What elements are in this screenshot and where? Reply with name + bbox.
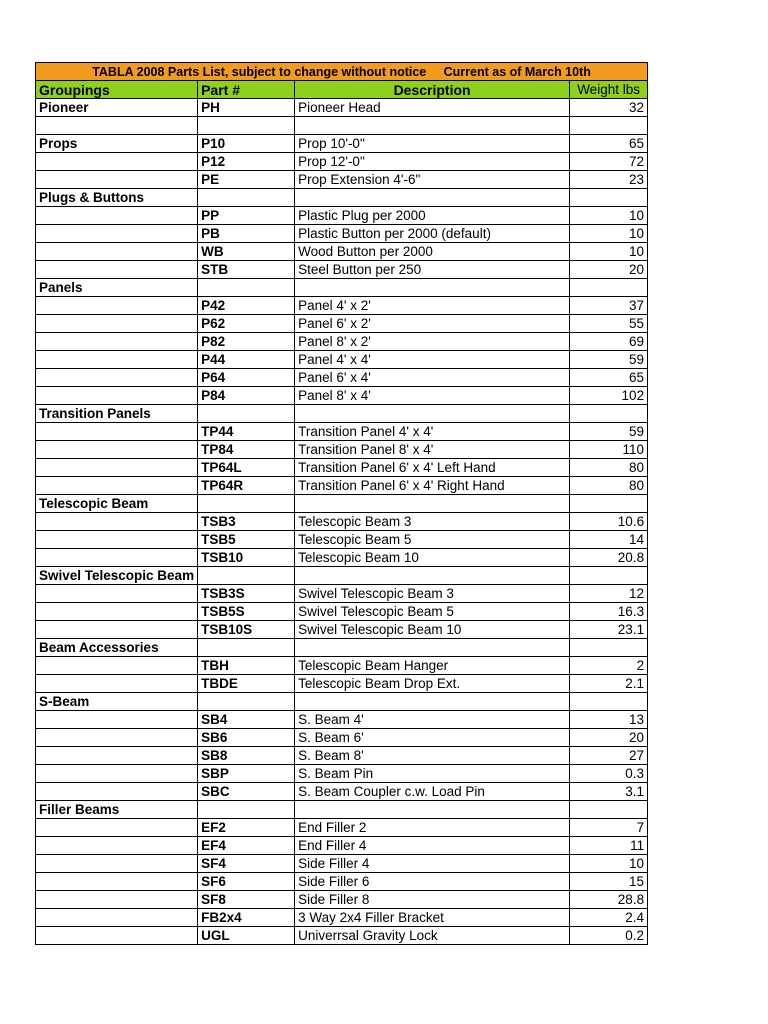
weight-cell: 65	[570, 135, 648, 153]
description-cell: Telescopic Beam 5	[295, 531, 570, 549]
part-number-cell: P12	[198, 153, 295, 171]
grouping-cell	[36, 351, 198, 369]
weight-cell: 20	[570, 729, 648, 747]
description-cell: Prop 10'-0"	[295, 135, 570, 153]
weight-cell: 16.3	[570, 603, 648, 621]
part-number-cell	[198, 567, 295, 585]
grouping-cell: Filler Beams	[36, 801, 198, 819]
table-row	[36, 855, 648, 873]
weight-cell: 65	[570, 369, 648, 387]
weight-cell: 14	[570, 531, 648, 549]
description-cell: Prop 12'-0"	[295, 153, 570, 171]
weight-cell: 15	[570, 873, 648, 891]
table-row	[36, 99, 648, 117]
weight-cell: 10	[570, 207, 648, 225]
table-row	[36, 441, 648, 459]
sheet-title: TABLA 2008 Parts List, subject to change without notice Current as of March 10th	[36, 63, 648, 81]
grouping-cell	[36, 819, 198, 837]
description-cell: Swivel Telescopic Beam 3	[295, 585, 570, 603]
description-cell: S. Beam 4'	[295, 711, 570, 729]
grouping-cell	[36, 891, 198, 909]
description-cell	[295, 117, 570, 135]
table-row	[36, 783, 648, 801]
weight-cell: 13	[570, 711, 648, 729]
weight-cell: 28.8	[570, 891, 648, 909]
part-number-cell	[198, 189, 295, 207]
table-row	[36, 657, 648, 675]
table-row	[36, 549, 648, 567]
part-number-cell: WB	[198, 243, 295, 261]
weight-cell: 59	[570, 351, 648, 369]
weight-cell: 102	[570, 387, 648, 405]
grouping-cell: Swivel Telescopic Beam	[36, 567, 198, 585]
description-cell: Univerrsal Gravity Lock	[295, 927, 570, 945]
grouping-cell	[36, 225, 198, 243]
table-row	[36, 675, 648, 693]
part-number-cell: PH	[198, 99, 295, 117]
description-cell: Side Filler 4	[295, 855, 570, 873]
table-row	[36, 819, 648, 837]
part-number-cell: FB2x4	[198, 909, 295, 927]
description-cell: Panel 4' x 2'	[295, 297, 570, 315]
weight-cell: 32	[570, 99, 648, 117]
weight-cell	[570, 495, 648, 513]
grouping-cell	[36, 585, 198, 603]
header-part-number: Part #	[198, 81, 295, 99]
grouping-cell	[36, 675, 198, 693]
weight-cell: 27	[570, 747, 648, 765]
part-number-cell: TBDE	[198, 675, 295, 693]
description-cell: Transition Panel 6' x 4' Left Hand	[295, 459, 570, 477]
table-row	[36, 351, 648, 369]
grouping-cell: Panels	[36, 279, 198, 297]
weight-cell: 20	[570, 261, 648, 279]
weight-cell	[570, 567, 648, 585]
part-number-cell: TBH	[198, 657, 295, 675]
description-cell	[295, 495, 570, 513]
parts-list-table	[35, 62, 648, 945]
grouping-cell: Transition Panels	[36, 405, 198, 423]
description-cell: Telescopic Beam 3	[295, 513, 570, 531]
weight-cell: 80	[570, 477, 648, 495]
grouping-cell: Pioneer	[36, 99, 198, 117]
table-row	[36, 765, 648, 783]
description-cell: Plastic Plug per 2000	[295, 207, 570, 225]
grouping-cell: Props	[36, 135, 198, 153]
description-cell	[295, 189, 570, 207]
grouping-cell	[36, 657, 198, 675]
part-number-cell: SF8	[198, 891, 295, 909]
part-number-cell: P64	[198, 369, 295, 387]
table-row	[36, 153, 648, 171]
part-number-cell: TP44	[198, 423, 295, 441]
weight-cell: 2.4	[570, 909, 648, 927]
weight-cell: 72	[570, 153, 648, 171]
grouping-cell	[36, 207, 198, 225]
weight-cell: 10.6	[570, 513, 648, 531]
description-cell: Swivel Telescopic Beam 10	[295, 621, 570, 639]
part-number-cell: SF4	[198, 855, 295, 873]
description-cell	[295, 801, 570, 819]
part-number-cell: TP64R	[198, 477, 295, 495]
grouping-cell	[36, 171, 198, 189]
part-number-cell: TSB10	[198, 549, 295, 567]
table-row	[36, 495, 648, 513]
table-row	[36, 171, 648, 189]
table-row	[36, 117, 648, 135]
grouping-cell	[36, 243, 198, 261]
weight-cell	[570, 189, 648, 207]
header-groupings: Groupings	[36, 81, 198, 99]
description-cell: Pioneer Head	[295, 99, 570, 117]
description-cell: S. Beam Coupler c.w. Load Pin	[295, 783, 570, 801]
header-row	[36, 81, 648, 99]
weight-cell: 10	[570, 855, 648, 873]
description-cell	[295, 279, 570, 297]
table-row	[36, 189, 648, 207]
description-cell: Telescopic Beam Hanger	[295, 657, 570, 675]
header-description: Description	[295, 81, 570, 99]
description-cell: Telescopic Beam Drop Ext.	[295, 675, 570, 693]
table-row	[36, 261, 648, 279]
grouping-cell	[36, 513, 198, 531]
part-number-cell: TSB3	[198, 513, 295, 531]
description-cell: Steel Button per 250	[295, 261, 570, 279]
grouping-cell	[36, 729, 198, 747]
table-row	[36, 621, 648, 639]
table-row	[36, 801, 648, 819]
part-number-cell	[198, 117, 295, 135]
grouping-cell	[36, 909, 198, 927]
grouping-cell	[36, 549, 198, 567]
table-row	[36, 405, 648, 423]
table-row	[36, 909, 648, 927]
part-number-cell: TP84	[198, 441, 295, 459]
description-cell: Plastic Button per 2000 (default)	[295, 225, 570, 243]
part-number-cell: P42	[198, 297, 295, 315]
table-row	[36, 477, 648, 495]
table-row	[36, 747, 648, 765]
header-weight: Weight lbs	[570, 81, 648, 99]
weight-cell: 3.1	[570, 783, 648, 801]
grouping-cell	[36, 441, 198, 459]
part-number-cell	[198, 495, 295, 513]
description-cell	[295, 693, 570, 711]
part-number-cell: UGL	[198, 927, 295, 945]
weight-cell: 80	[570, 459, 648, 477]
grouping-cell	[36, 315, 198, 333]
table-row	[36, 279, 648, 297]
grouping-cell	[36, 873, 198, 891]
description-cell: Prop Extension 4'-6"	[295, 171, 570, 189]
part-number-cell	[198, 693, 295, 711]
description-cell: Panel 8' x 4'	[295, 387, 570, 405]
part-number-cell: EF2	[198, 819, 295, 837]
part-number-cell: TSB5S	[198, 603, 295, 621]
grouping-cell	[36, 927, 198, 945]
parts-rows	[36, 99, 648, 945]
weight-cell	[570, 639, 648, 657]
weight-cell: 0.2	[570, 927, 648, 945]
part-number-cell: SBP	[198, 765, 295, 783]
part-number-cell: P10	[198, 135, 295, 153]
table-row	[36, 369, 648, 387]
table-row	[36, 333, 648, 351]
weight-cell	[570, 117, 648, 135]
weight-cell: 110	[570, 441, 648, 459]
part-number-cell: STB	[198, 261, 295, 279]
part-number-cell	[198, 801, 295, 819]
grouping-cell: Beam Accessories	[36, 639, 198, 657]
weight-cell: 59	[570, 423, 648, 441]
grouping-cell	[36, 387, 198, 405]
table-row	[36, 567, 648, 585]
grouping-cell	[36, 261, 198, 279]
part-number-cell	[198, 639, 295, 657]
grouping-cell	[36, 747, 198, 765]
weight-cell: 37	[570, 297, 648, 315]
description-cell: End Filler 4	[295, 837, 570, 855]
grouping-cell	[36, 423, 198, 441]
part-number-cell: P44	[198, 351, 295, 369]
description-cell: Transition Panel 4' x 4'	[295, 423, 570, 441]
grouping-cell: Plugs & Buttons	[36, 189, 198, 207]
table-row	[36, 639, 648, 657]
table-row	[36, 459, 648, 477]
description-cell: S. Beam Pin	[295, 765, 570, 783]
table-row	[36, 297, 648, 315]
weight-cell	[570, 279, 648, 297]
description-cell: 3 Way 2x4 Filler Bracket	[295, 909, 570, 927]
grouping-cell	[36, 621, 198, 639]
grouping-cell	[36, 333, 198, 351]
grouping-cell: S-Beam	[36, 693, 198, 711]
table-row	[36, 531, 648, 549]
weight-cell: 23	[570, 171, 648, 189]
description-cell: Telescopic Beam 10	[295, 549, 570, 567]
description-cell: Side Filler 6	[295, 873, 570, 891]
description-cell: S. Beam 8'	[295, 747, 570, 765]
title-row	[36, 63, 648, 81]
grouping-cell: Telescopic Beam	[36, 495, 198, 513]
weight-cell: 0.3	[570, 765, 648, 783]
table-row	[36, 513, 648, 531]
weight-cell: 20.8	[570, 549, 648, 567]
description-cell: Panel 6' x 4'	[295, 369, 570, 387]
grouping-cell	[36, 711, 198, 729]
weight-cell: 2.1	[570, 675, 648, 693]
grouping-cell	[36, 477, 198, 495]
weight-cell: 23.1	[570, 621, 648, 639]
weight-cell: 2	[570, 657, 648, 675]
part-number-cell: PP	[198, 207, 295, 225]
weight-cell: 55	[570, 315, 648, 333]
part-number-cell: PE	[198, 171, 295, 189]
part-number-cell: P84	[198, 387, 295, 405]
grouping-cell	[36, 765, 198, 783]
part-number-cell: SB6	[198, 729, 295, 747]
part-number-cell: SB8	[198, 747, 295, 765]
description-cell: Panel 6' x 2'	[295, 315, 570, 333]
grouping-cell	[36, 855, 198, 873]
table-row	[36, 693, 648, 711]
weight-cell: 69	[570, 333, 648, 351]
weight-cell	[570, 405, 648, 423]
part-number-cell: PB	[198, 225, 295, 243]
weight-cell: 12	[570, 585, 648, 603]
description-cell: Transition Panel 6' x 4' Right Hand	[295, 477, 570, 495]
part-number-cell: SBC	[198, 783, 295, 801]
part-number-cell	[198, 279, 295, 297]
description-cell: Panel 4' x 4'	[295, 351, 570, 369]
grouping-cell	[36, 459, 198, 477]
grouping-cell	[36, 117, 198, 135]
weight-cell: 7	[570, 819, 648, 837]
grouping-cell	[36, 153, 198, 171]
part-number-cell: SB4	[198, 711, 295, 729]
weight-cell: 11	[570, 837, 648, 855]
description-cell	[295, 567, 570, 585]
table-row	[36, 729, 648, 747]
description-cell: End Filler 2	[295, 819, 570, 837]
part-number-cell: TP64L	[198, 459, 295, 477]
table-row	[36, 243, 648, 261]
grouping-cell	[36, 369, 198, 387]
description-cell	[295, 405, 570, 423]
table-row	[36, 225, 648, 243]
grouping-cell	[36, 603, 198, 621]
description-cell: Panel 8' x 2'	[295, 333, 570, 351]
table-row	[36, 927, 648, 945]
description-cell: Swivel Telescopic Beam 5	[295, 603, 570, 621]
part-number-cell: TSB5	[198, 531, 295, 549]
weight-cell: 10	[570, 225, 648, 243]
grouping-cell	[36, 837, 198, 855]
table-row	[36, 387, 648, 405]
table-row	[36, 207, 648, 225]
part-number-cell: P62	[198, 315, 295, 333]
table-row	[36, 603, 648, 621]
description-cell: Wood Button per 2000	[295, 243, 570, 261]
part-number-cell: EF4	[198, 837, 295, 855]
part-number-cell: TSB3S	[198, 585, 295, 603]
description-cell: Side Filler 8	[295, 891, 570, 909]
grouping-cell	[36, 783, 198, 801]
table-row	[36, 873, 648, 891]
description-cell	[295, 639, 570, 657]
grouping-cell	[36, 531, 198, 549]
part-number-cell: TSB10S	[198, 621, 295, 639]
table-row	[36, 837, 648, 855]
table-row	[36, 315, 648, 333]
part-number-cell: SF6	[198, 873, 295, 891]
weight-cell	[570, 801, 648, 819]
weight-cell	[570, 693, 648, 711]
part-number-cell	[198, 405, 295, 423]
table-row	[36, 711, 648, 729]
table-row	[36, 423, 648, 441]
part-number-cell: P82	[198, 333, 295, 351]
table-row	[36, 585, 648, 603]
grouping-cell	[36, 297, 198, 315]
weight-cell: 10	[570, 243, 648, 261]
description-cell: Transition Panel 8' x 4'	[295, 441, 570, 459]
description-cell: S. Beam 6'	[295, 729, 570, 747]
table-row	[36, 891, 648, 909]
table-row	[36, 135, 648, 153]
